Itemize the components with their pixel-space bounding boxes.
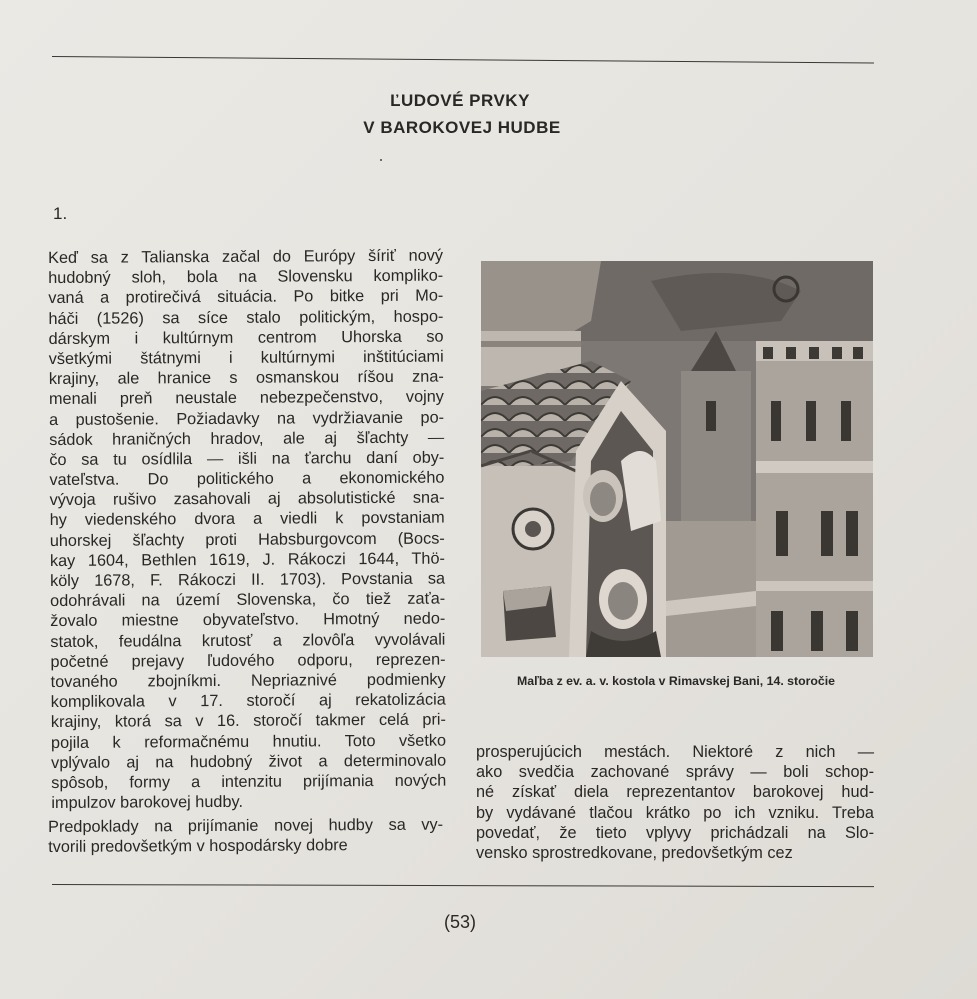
top-rule xyxy=(52,56,874,63)
text-line: háči (1526) sa síce stalo politickým, hospo- xyxy=(48,307,444,328)
text-line: a pustošenie. Požiadavky na vydržiavanie po- xyxy=(48,408,445,429)
fresco-image xyxy=(481,261,873,657)
section-number: 1. xyxy=(53,204,68,223)
text-line: spôsob, formy a intenzitu prijímania nových xyxy=(51,771,447,792)
text-line: krajiny, ale hranice s osmanskou ríšou zna- xyxy=(48,367,444,389)
text-line: menali preň neustale nebezpečenstvo, vojny xyxy=(48,387,444,409)
left-column-text xyxy=(48,246,446,814)
text-line: vývoja rušivo zasahovali aj absolutistické sna- xyxy=(49,488,445,510)
text-line: vateľstva. Do politického a ekonomického xyxy=(49,468,445,490)
text-line: vaná a protirečivá situácia. Po bitke pri Mo- xyxy=(48,286,444,308)
page-title-line-1: ĽUDOVÉ PRVKY xyxy=(390,91,530,110)
text-line: vplývalo aj na hudobný život a determinovalo xyxy=(51,751,447,772)
text-line: prosperujúcich mestách. Niektoré z nich — xyxy=(476,743,874,761)
page-number: (53) xyxy=(443,912,476,932)
text-line: krajiny, ktorá sa v 16. storočí takmer celá pri- xyxy=(50,710,446,732)
text-line: kay 1604, Bethlen 1619, J. Rákoczi 1644, Thö- xyxy=(49,549,445,570)
print-speck xyxy=(380,159,382,161)
text-line: Keď sa z Talianska začal do Európy šíriť nový xyxy=(48,246,444,267)
text-line: uhorskej šľachty proti Habsburgovcom (Bocs- xyxy=(49,529,445,550)
text-line: sádok hraničných hradov, ale aj šľachty — xyxy=(49,428,445,449)
text-line: dárskym i kultúrnym centrom Uhorska so xyxy=(48,327,444,348)
figure-caption: Maľba z ev. a. v. kostola v Rimavskej Bani, 14. storočie xyxy=(517,674,835,688)
text-line: odohrávali na území Slovenska, čo tiež zaťa- xyxy=(50,589,446,611)
page-title-line-2: V BAROKOVEJ HUDBE xyxy=(363,118,561,137)
left-column-paragraph-2 xyxy=(48,815,443,858)
text-line: tovaného zbojníkmi. Nepriaznivé podmienky xyxy=(50,670,446,691)
text-line: početné prejavy ľudového odporu, reprezen- xyxy=(50,650,446,671)
church-painting-figure xyxy=(481,261,873,657)
text-line: Predpoklady na prijímanie novej hudby sa vy- xyxy=(48,815,444,836)
text-line: by vydávané tlačou krátko po ich vzniku. Treba xyxy=(476,803,874,822)
text-line: čo sa tu osídlila — išli na ťarchu daní oby- xyxy=(49,448,445,469)
text-line: hudobný sloh, bola na Slovensku kompliko- xyxy=(48,266,444,288)
text-line: všetkými štátnymi i kultúrnymi inštitúciami xyxy=(48,347,444,368)
text-line: né získať diela reprezentantov barokovej hud- xyxy=(476,783,874,802)
text-line: žovalo miestne obyvateľstvo. Hmotný nedo- xyxy=(50,609,446,631)
text-line: tvorili predovšetkým v hospodársky dobre xyxy=(48,836,348,857)
bottom-rule xyxy=(52,884,874,887)
text-line: komplikovala v 17. storočí aj rekatolizácia xyxy=(50,690,446,712)
text-line: povedať, že tieto vplyvy prichádzali na Slo- xyxy=(476,823,874,842)
text-line: pojila k reformačnému hnutiu. Toto všetko xyxy=(50,731,447,752)
text-line: ako svedčia zachované správy — boli schop- xyxy=(476,763,874,782)
text-line: impulzov barokovej hudby. xyxy=(51,792,244,813)
text-line: köly 1678, F. Rákoczi II. 1703). Povstania sa xyxy=(49,569,446,590)
text-line: vensko sprostredkovane, predovšetkým cez xyxy=(476,843,793,862)
right-column-text xyxy=(476,742,874,863)
text-line: statok, feudálna krutosť a zlovôľa vyvolávali xyxy=(50,630,446,651)
text-line: hy viedenského dvora a viedli k povstaniam xyxy=(49,509,445,530)
